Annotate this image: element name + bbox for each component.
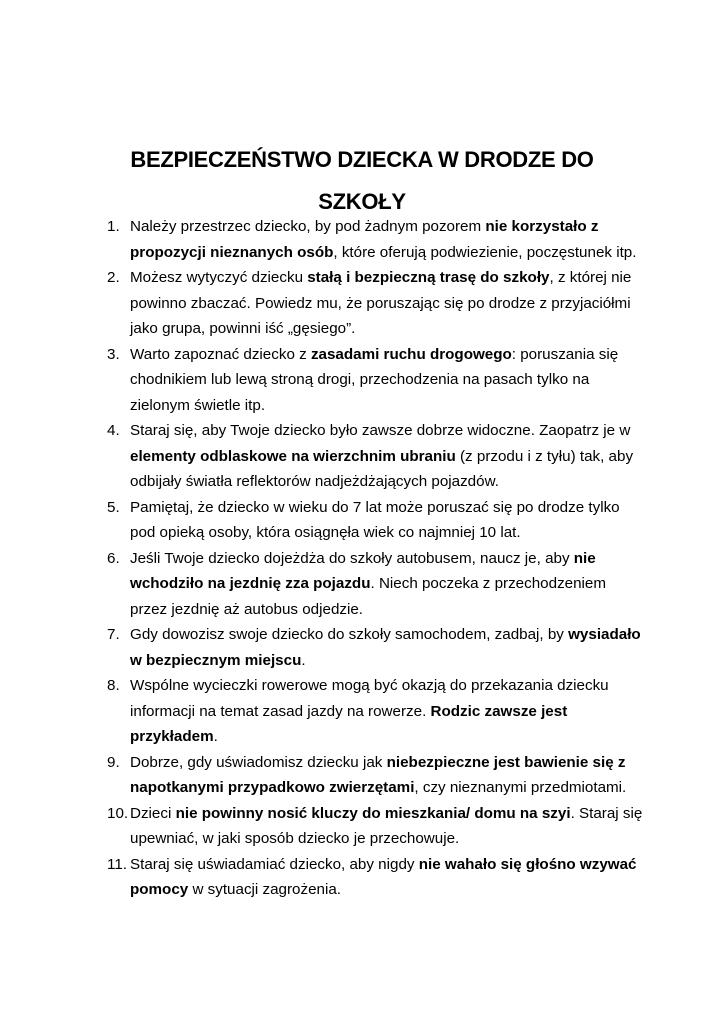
list-item-number: 10. — [107, 804, 129, 822]
list-item-text — [130, 626, 641, 669]
emphasized-text: zasadami ruchu drogowego — [310, 345, 512, 363]
list-item-number: 3. — [107, 345, 120, 363]
emphasized-text: Rodzic zawsze jest przykładem — [130, 702, 568, 745]
text-run: Pamiętaj, że dziecko w wieku do 7 lat może poruszać się po drodze tylko pod opieką osoby, która osiągnęła wiek co najmniej 10 lat. — [130, 498, 620, 541]
list-item-number: 7. — [107, 626, 120, 643]
emphasized-text: stałą i bezpieczną trasę do szkoły — [307, 269, 550, 286]
list-item-number: 11. — [107, 855, 127, 873]
list-item-text — [130, 805, 642, 848]
list-item-text — [130, 754, 626, 797]
text-run: : poruszania się chodnikiem lub lewą stroną drogi, przechodzenia na pasach tylko na zielonym świetle itp. — [130, 345, 619, 414]
list-item-number: 8. — [107, 677, 120, 694]
list-item-text — [130, 550, 606, 618]
emphasized-text: elementy odblaskowe na wierzchnim ubraniu — [130, 447, 456, 465]
list-item — [107, 495, 647, 546]
emphasized-text: niebezpieczne jest bawienie się z napotkanymi przypadkowo zwierzętami — [130, 753, 626, 796]
emphasized-text: nie wahało się głośno wzywać pomocy — [130, 855, 637, 898]
emphasized-text: nie wchodziło na jezdnię zza pojazdu — [130, 549, 596, 592]
list-item-number: 6. — [107, 549, 120, 567]
list-item — [107, 418, 647, 495]
list-item — [107, 673, 647, 750]
list-item-text — [130, 856, 636, 899]
list-item-text — [130, 269, 631, 337]
list-item — [107, 265, 647, 342]
list-item — [107, 750, 647, 801]
emphasized-text: wysiadało w bezpiecznym miejscu — [130, 626, 641, 669]
text-run: , z której nie powinno zbaczać. Powiedz mu, że poruszając się po drodze z przyjaciółmi jako grupa, powinni iść „gęsiego”. — [130, 269, 632, 337]
list-item-text — [130, 346, 618, 414]
list-item-text — [130, 499, 620, 542]
list-item-number: 1. — [107, 218, 120, 235]
list-item-text — [130, 677, 609, 745]
page-title: BEZPIECZEŃSTWO DZIECKA W DRODZE DO SZKOŁY — [130, 146, 594, 214]
text-run: (z przodu i z tyłu) tak, aby odbijały światła reflektorów nadjeżdżających pojazdów. — [130, 447, 634, 490]
text-run: . Staraj się upewniać, w jaki sposób dziecko je przechowuje. — [130, 804, 643, 847]
text-run: Jeśli Twoje dziecko dojeżdża do szkoły autobusem, naucz je, aby — [130, 549, 574, 567]
list-item — [107, 214, 647, 265]
emphasized-text: nie powinny nosić kluczy do mieszkania/ domu na szyi — [175, 804, 571, 822]
list-item-number: 2. — [107, 269, 120, 286]
list-item-number: 9. — [107, 753, 120, 771]
list-item — [107, 622, 647, 673]
text-run: w sytuacji zagrożenia. — [188, 881, 342, 898]
list-item — [107, 852, 647, 903]
text-run: Staraj się uświadamiać dziecko, aby nigdy — [130, 855, 419, 873]
list-item — [107, 342, 647, 419]
list-item — [107, 546, 647, 623]
list-item-text — [130, 218, 636, 261]
list-item-number: 4. — [107, 422, 120, 439]
text-run: Dzieci — [130, 804, 176, 822]
safety-tips-list — [107, 214, 647, 903]
list-item-text — [130, 422, 633, 490]
text-run: , czy nieznanymi przedmiotami. — [414, 779, 627, 796]
text-run: Staraj się, aby Twoje dziecko było zawsze dobrze widoczne. Zaopatrz je w — [130, 422, 631, 439]
text-run: Gdy dowozisz swoje dziecko do szkoły samochodem, zadbaj, by — [130, 626, 569, 643]
text-run: Wspólne wycieczki rowerowe mogą być okazją do przekazania dziecku informacji na temat zasad jazdy na rowerze. — [130, 677, 609, 720]
text-run: Należy przestrzec dziecko, by pod żadnym pozorem — [130, 218, 486, 235]
text-run: Możesz wytyczyć dziecku — [130, 269, 308, 286]
text-run: . — [213, 728, 218, 745]
text-run: Warto zapoznać dziecko z — [130, 345, 311, 363]
text-run: Dobrze, gdy uświadomisz dziecku jak — [130, 753, 387, 771]
text-run: , które oferują podwiezienie, poczęstunek itp. — [333, 243, 637, 261]
text-run: . Niech poczeka z przechodzeniem przez jezdnię aż autobus odjedzie. — [130, 575, 607, 618]
text-run: . — [301, 651, 306, 669]
list-item-number: 5. — [107, 498, 120, 516]
emphasized-text: nie korzystało z propozycji nieznanych osób — [130, 218, 599, 261]
list-item — [107, 801, 647, 852]
